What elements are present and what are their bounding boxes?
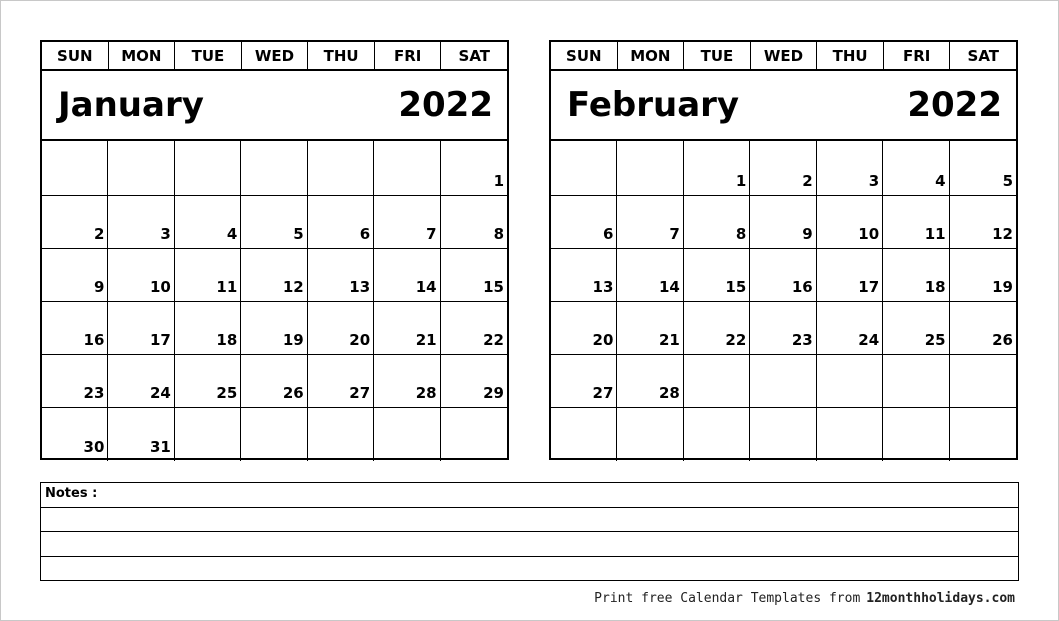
day-cell: 9 [750, 196, 816, 249]
day-cell: 9 [42, 249, 108, 302]
day-cell: 1 [684, 141, 750, 196]
day-cell: 7 [617, 196, 683, 249]
day-cell [950, 355, 1016, 408]
day-cell [750, 408, 816, 461]
weekday-wed: WED [242, 42, 309, 69]
month-year: 2022 [907, 85, 1002, 125]
day-cell [241, 141, 307, 196]
weekday-header-row [551, 42, 1016, 71]
weekday-fri: FRI [884, 42, 951, 69]
day-cell: 12 [241, 249, 307, 302]
footer-site-link[interactable]: 12monthholidays.com [866, 591, 1015, 606]
day-cell: 15 [684, 249, 750, 302]
day-cell: 26 [950, 302, 1016, 355]
day-cell: 18 [175, 302, 241, 355]
calendar-february [549, 40, 1018, 460]
day-cell [817, 408, 883, 461]
day-cell: 27 [308, 355, 374, 408]
day-cell: 5 [950, 141, 1016, 196]
notes-line[interactable] [41, 557, 1018, 582]
day-cell: 13 [551, 249, 617, 302]
day-cell: 23 [750, 302, 816, 355]
weekday-tue: TUE [175, 42, 242, 69]
month-title-row [551, 71, 1016, 141]
day-cell [950, 408, 1016, 461]
day-cell [308, 141, 374, 196]
day-cell: 10 [108, 249, 174, 302]
day-cell: 7 [374, 196, 440, 249]
day-cell: 11 [175, 249, 241, 302]
day-cell: 15 [441, 249, 507, 302]
day-cell: 10 [817, 196, 883, 249]
notes-box[interactable] [40, 482, 1019, 581]
day-cell [241, 408, 307, 461]
day-cell: 17 [108, 302, 174, 355]
day-cell: 31 [108, 408, 174, 461]
day-cell: 2 [750, 141, 816, 196]
day-cell [441, 408, 507, 461]
day-cell: 5 [241, 196, 307, 249]
day-cell: 19 [950, 249, 1016, 302]
notes-line[interactable] [41, 508, 1018, 533]
day-cell: 14 [374, 249, 440, 302]
weekday-wed: WED [751, 42, 818, 69]
day-cell: 22 [441, 302, 507, 355]
weekday-thu: THU [308, 42, 375, 69]
day-cell [883, 408, 949, 461]
notes-label: Notes : [45, 486, 98, 501]
notes-line[interactable] [41, 532, 1018, 557]
footer-text: Print free Calendar Templates from [594, 591, 861, 606]
day-cell [684, 408, 750, 461]
day-cell: 23 [42, 355, 108, 408]
day-cell: 26 [241, 355, 307, 408]
day-cell: 4 [175, 196, 241, 249]
day-cell: 3 [108, 196, 174, 249]
calendar-january [40, 40, 509, 460]
month-name: January [58, 85, 204, 125]
day-cell: 3 [817, 141, 883, 196]
day-cell [374, 141, 440, 196]
day-cell [617, 408, 683, 461]
day-cell: 24 [108, 355, 174, 408]
weekday-tue: TUE [684, 42, 751, 69]
day-cell: 16 [42, 302, 108, 355]
day-cell [175, 408, 241, 461]
day-cell: 6 [551, 196, 617, 249]
day-cell: 28 [374, 355, 440, 408]
day-grid [42, 141, 507, 460]
weekday-sat: SAT [967, 46, 999, 65]
day-cell: 18 [883, 249, 949, 302]
day-cell [684, 355, 750, 408]
month-name: February [567, 85, 740, 125]
day-cell: 21 [374, 302, 440, 355]
day-cell [175, 141, 241, 196]
day-cell: 12 [950, 196, 1016, 249]
day-cell: 30 [42, 408, 108, 461]
day-cell: 24 [817, 302, 883, 355]
day-cell: 14 [617, 249, 683, 302]
day-cell: 28 [617, 355, 683, 408]
day-cell: 17 [817, 249, 883, 302]
day-cell: 27 [551, 355, 617, 408]
weekday-mon: MON [618, 42, 685, 69]
weekday-header-row [42, 42, 507, 71]
day-cell: 8 [441, 196, 507, 249]
day-cell: 22 [684, 302, 750, 355]
day-cell: 25 [175, 355, 241, 408]
day-cell: 20 [308, 302, 374, 355]
day-cell: 29 [441, 355, 507, 408]
day-cell [817, 355, 883, 408]
day-cell [42, 141, 108, 196]
month-year: 2022 [398, 85, 493, 125]
day-cell: 13 [308, 249, 374, 302]
day-cell [750, 355, 816, 408]
weekday-sun: SUN [42, 42, 109, 69]
month-title-row [42, 71, 507, 141]
day-cell: 1 [441, 141, 507, 196]
day-cell [308, 408, 374, 461]
day-cell: 25 [883, 302, 949, 355]
weekday-sat: SAT [458, 46, 490, 65]
day-cell: 20 [551, 302, 617, 355]
day-cell: 16 [750, 249, 816, 302]
day-cell [108, 141, 174, 196]
day-cell: 19 [241, 302, 307, 355]
weekday-fri: FRI [375, 42, 442, 69]
day-cell [374, 408, 440, 461]
day-cell: 2 [42, 196, 108, 249]
notes-line[interactable] [41, 483, 1018, 508]
day-cell [883, 355, 949, 408]
day-cell: 21 [617, 302, 683, 355]
day-cell [551, 408, 617, 461]
day-cell: 8 [684, 196, 750, 249]
weekday-sun: SUN [551, 42, 618, 69]
day-cell [551, 141, 617, 196]
day-cell [617, 141, 683, 196]
day-grid [551, 141, 1016, 460]
day-cell: 11 [883, 196, 949, 249]
weekday-mon: MON [109, 42, 176, 69]
day-cell: 4 [883, 141, 949, 196]
footer-credit [594, 591, 1015, 606]
weekday-thu: THU [817, 42, 884, 69]
day-cell: 6 [308, 196, 374, 249]
